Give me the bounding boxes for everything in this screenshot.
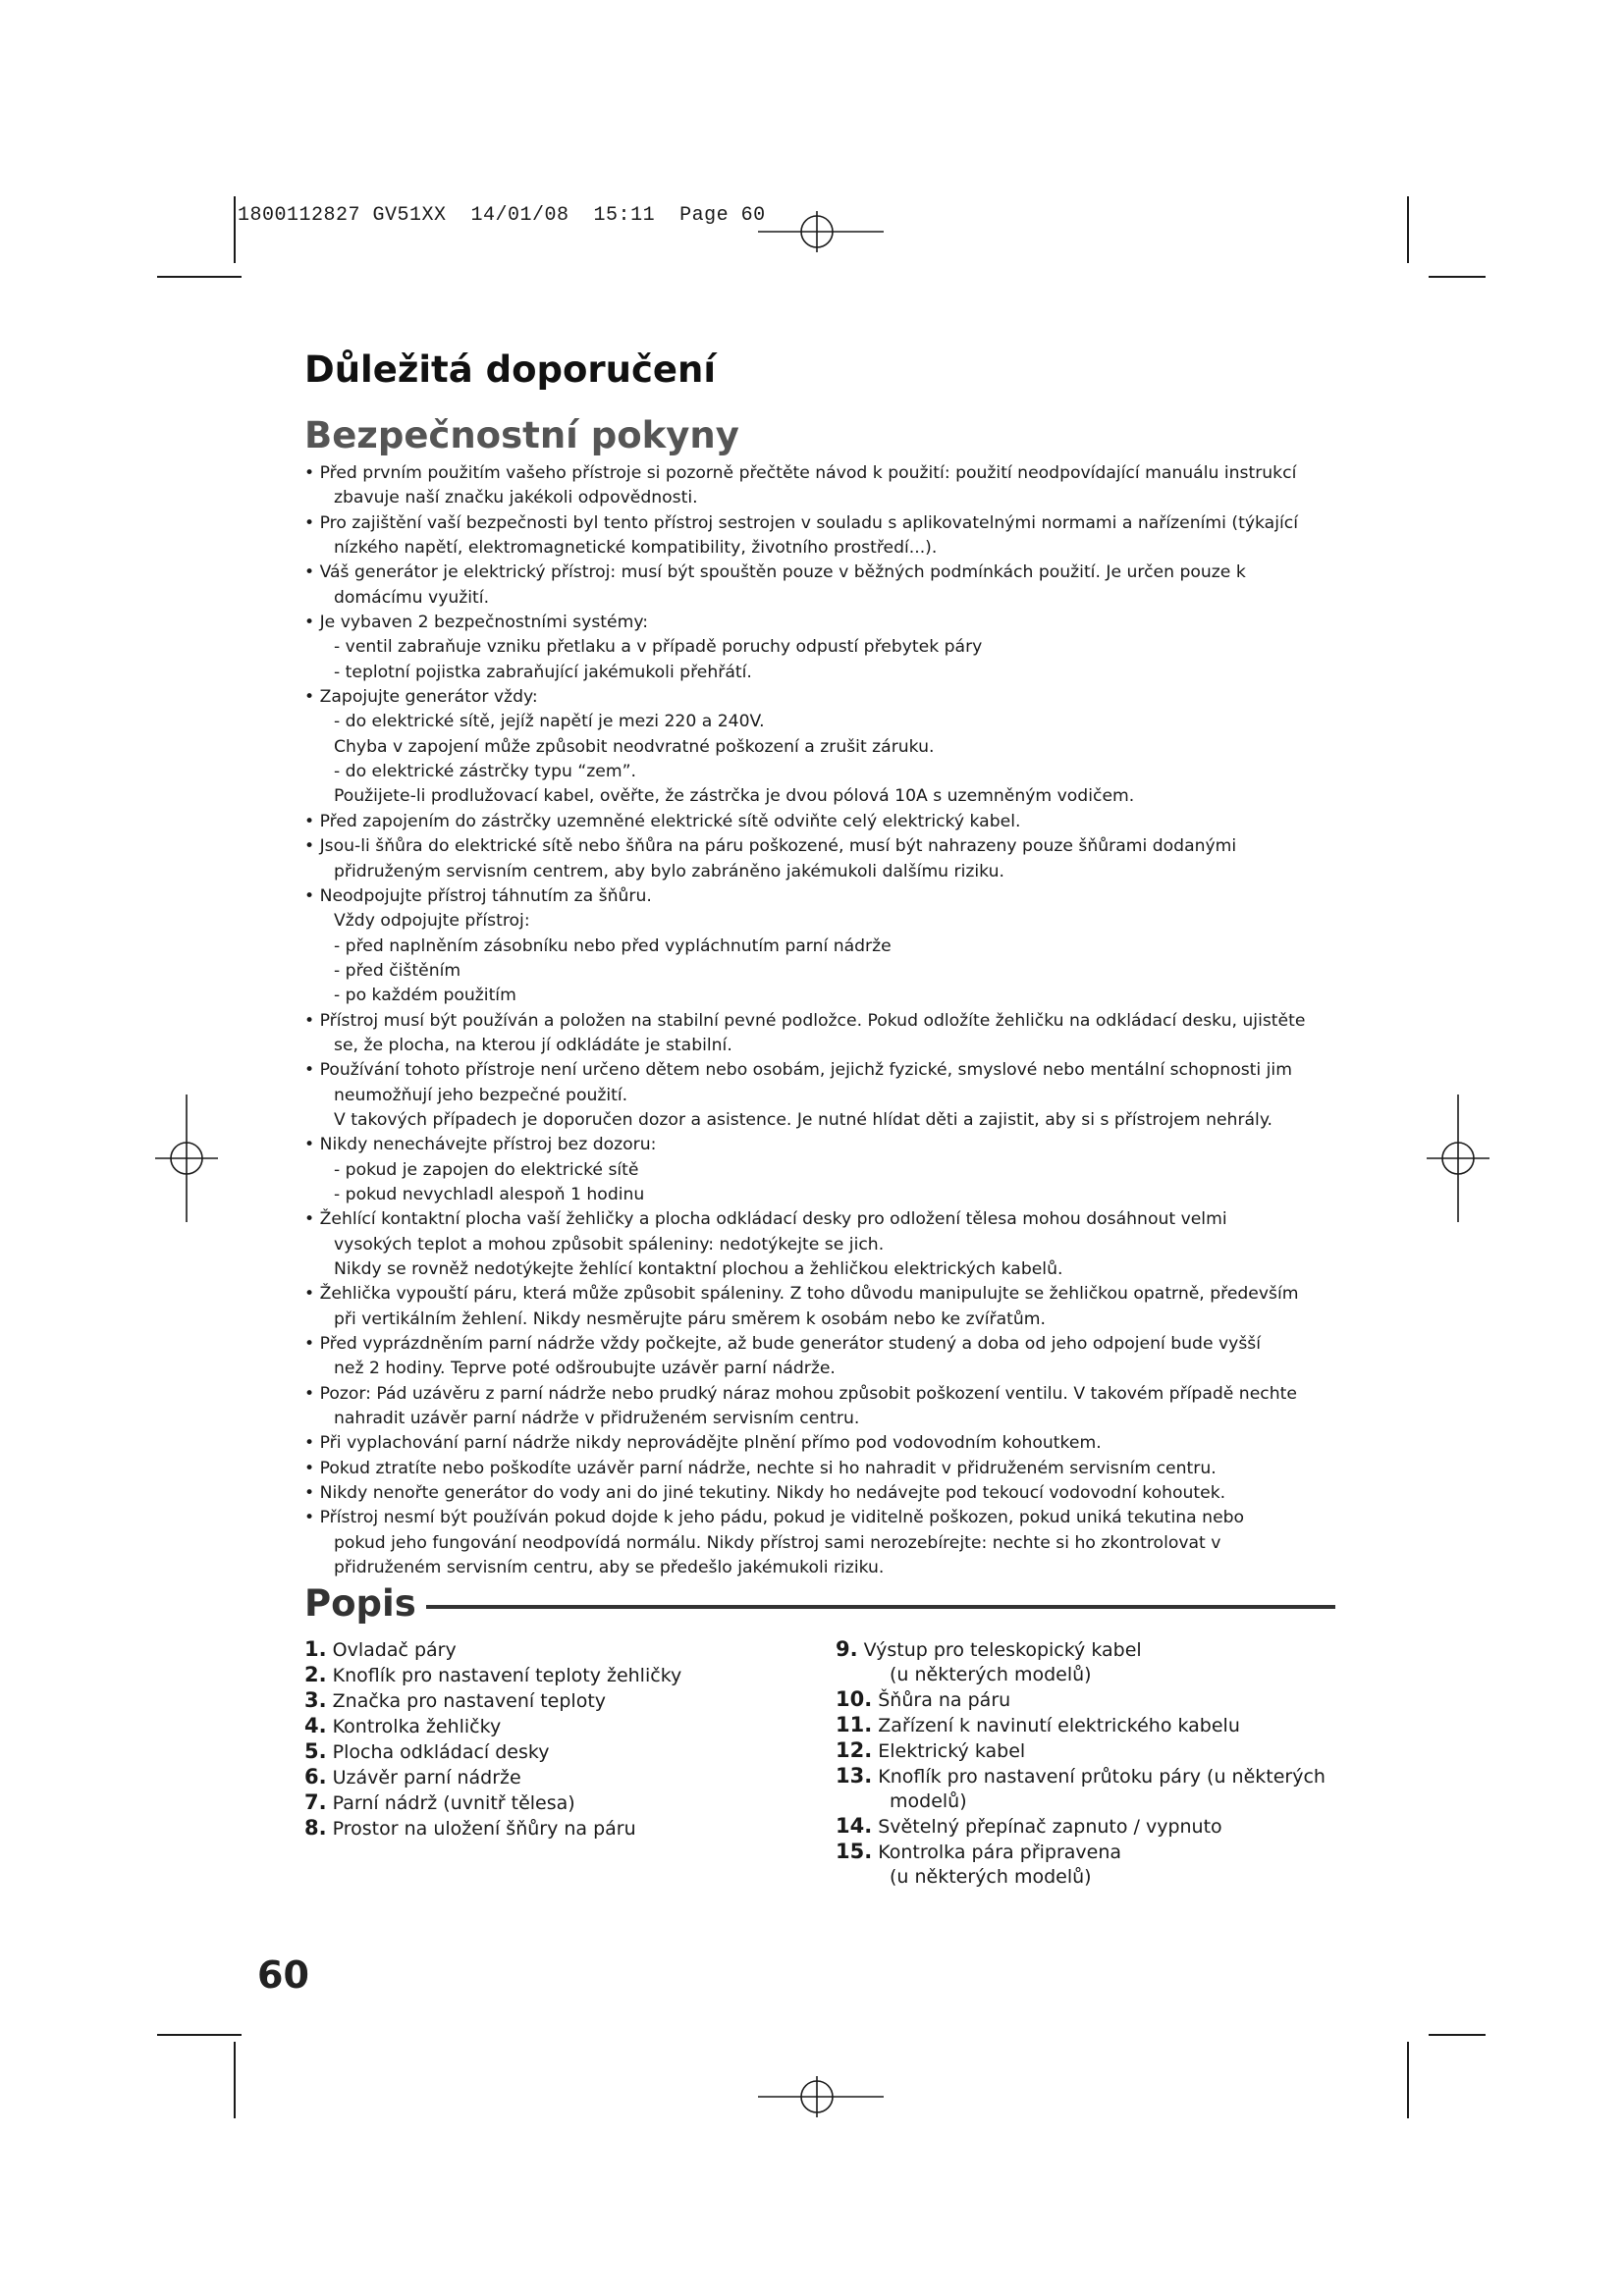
- item-number: 4.: [304, 1714, 327, 1737]
- continuation-line: - po každém použitím: [334, 986, 516, 1006]
- parts-list-item: [304, 1663, 825, 1688]
- item-number: 6.: [304, 1765, 327, 1789]
- page-number: 60: [257, 1953, 309, 1997]
- parts-list-item: [836, 1738, 1346, 1764]
- bullet-line: • Neodpojujte přístroj táhnutím za šňůru.: [304, 885, 652, 906]
- print-slug: 1800112827 GV51XX 14/01/08 15:11 Page 60: [238, 204, 766, 227]
- continuation-line: V takových případech je doporučen dozor a asistence. Je nutné hlídat děti a zajistit, aby si s přístrojem nehrály.: [334, 1109, 1273, 1130]
- item-label: Elektrický kabel: [878, 1740, 1026, 1762]
- continuation-line: - před naplněním zásobníku nebo před vypláchnutím parní nádrže: [334, 935, 892, 956]
- continuation-line: - před čištěním: [334, 960, 461, 981]
- continuation-line: pokud jeho fungování neodpovídá normálu. Nikdy přístroj sami nerozebírejte: nechte si ho zkontrolovat v: [334, 1532, 1221, 1553]
- bullet-line: • Přístroj nesmí být používán pokud dojde k jeho pádu, pokud je viditelně poškozen, pokud uniká tekutina nebo: [304, 1508, 1245, 1528]
- section-title-popis: [304, 1582, 1335, 1625]
- continuation-line: nízkého napětí, elektromagnetické kompatibility, životního prostředí...).: [334, 538, 938, 559]
- item-number: 14.: [836, 1814, 873, 1838]
- parts-list-item: [836, 1764, 1346, 1789]
- continuation-line: Vždy odpojujte přístroj:: [334, 911, 530, 932]
- item-number: 10.: [836, 1687, 873, 1711]
- item-label-continuation: (u některých modelů): [890, 1664, 1092, 1685]
- parts-list-left: [304, 1637, 825, 1842]
- parts-list-item: [836, 1687, 1346, 1713]
- item-label: Kontrolka pára připravena: [878, 1842, 1122, 1863]
- continuation-line: neumožňují jeho bezpečné použití.: [334, 1085, 628, 1105]
- popis-divider: [426, 1605, 1335, 1609]
- parts-list-item: [304, 1790, 825, 1816]
- bullet-line: • Před vyprázdněním parní nádrže vždy počkejte, až bude generátor studený a doba od jeho odpojení bude vyšší: [304, 1334, 1262, 1355]
- bullet-line: • Používání tohoto přístroje není určeno dětem nebo osobám, jejichž fyzické, smyslové nebo mentální schopnosti jim: [304, 1060, 1292, 1081]
- bullet-line: • Pokud ztratíte nebo poškodíte uzávěr parní nádrže, nechte si ho nahradit v přidruženém servisním centru.: [304, 1458, 1217, 1478]
- continuation-line: - do elektrické zástrčky typu “zem”.: [334, 762, 636, 782]
- item-label: Ovladač páry: [332, 1639, 457, 1661]
- continuation-line: nahradit uzávěr parní nádrže v přidruženém servisním centru.: [334, 1409, 860, 1429]
- bullet-line: • Žehlička vypouští páru, která může způsobit spáleniny. Z toho důvodu manipulujte se žehličkou opatrně, především: [304, 1284, 1299, 1305]
- continuation-line: zbavuje naší značku jakékoli odpovědnosti.: [334, 488, 698, 508]
- bullet-line: • Je vybaven 2 bezpečnostními systémy:: [304, 613, 649, 633]
- continuation-line: - ventil zabraňuje vzniku přetlaku a v případě poruchy odpustí přebytek páry: [334, 637, 983, 658]
- continuation-line: přidruženým servisním centrem, aby bylo zabráněno jakémukoli dalšímu riziku.: [334, 861, 1004, 881]
- bullet-line: • Přístroj musí být používán a položen na stabilní pevné podložce. Pokud odložíte žehličku na odkládací desku, ujistěte: [304, 1010, 1306, 1031]
- bullet-line: • Nikdy nenechávejte přístroj bez dozoru:: [304, 1135, 657, 1155]
- item-number: 1.: [304, 1637, 327, 1661]
- bullet-line: • Před zapojením do zástrčky uzemněné elektrické sítě odviňte celý elektrický kabel.: [304, 811, 1021, 831]
- item-label: Kontrolka žehličky: [332, 1716, 502, 1737]
- bullet-line: • Před prvním použitím vašeho přístroje si pozorně přečtěte návod k použití: použití neodpovídající manuálu instrukcí: [304, 463, 1297, 483]
- item-label: Značka pro nastavení teploty: [332, 1690, 607, 1712]
- bullet-line: • Nikdy nenořte generátor do vody ani do jiné tekutiny. Nikdy ho nedávejte pod tekoucí vodovodní kohoutek.: [304, 1483, 1226, 1504]
- parts-list-item: [836, 1814, 1346, 1840]
- bullet-line: • Váš generátor je elektrický přístroj: musí být spouštěn pouze v běžných podmínkách použití. Je určen pouze k: [304, 562, 1246, 583]
- continuation-line: Použijete-li prodlužovací kabel, ověřte, že zástrčka je dvou pólová 10A s uzemněným vodičem.: [334, 786, 1135, 807]
- bullet-line: • Při vyplachování parní nádrže nikdy neprovádějte plnění přímo pod vodovodním kohoutkem.: [304, 1433, 1102, 1454]
- item-label-continuation: modelů): [890, 1790, 967, 1812]
- bullet-line: • Pro zajištění vaší bezpečnosti byl tento přístroj sestrojen v souladu s aplikovatelnými normami a nařízeními (týkající: [304, 512, 1298, 533]
- popis-heading-text: Popis: [304, 1582, 416, 1625]
- item-number: 15.: [836, 1840, 873, 1863]
- item-number: 3.: [304, 1688, 327, 1712]
- item-number: 8.: [304, 1816, 327, 1840]
- continuation-line: domácímu využití.: [334, 587, 490, 608]
- continuation-line: než 2 hodiny. Teprve poté odšroubujte uzávěr parní nádrže.: [334, 1359, 836, 1379]
- parts-list-item: [836, 1713, 1346, 1738]
- item-label: Světelný přepínač zapnuto / vypnuto: [878, 1816, 1222, 1838]
- item-number: 9.: [836, 1637, 858, 1661]
- item-label: Zařízení k navinutí elektrického kabelu: [878, 1715, 1240, 1736]
- parts-list-item: [304, 1765, 825, 1790]
- item-number: 2.: [304, 1663, 327, 1686]
- bullet-line: • Zapojujte generátor vždy:: [304, 687, 538, 708]
- item-label: Plocha odkládací desky: [332, 1741, 550, 1763]
- continuation-line: Nikdy se rovněž nedotýkejte žehlící kontaktní plochou a žehličkou elektrických kabelů.: [334, 1259, 1063, 1279]
- item-label: Uzávěr parní nádrže: [332, 1767, 521, 1789]
- item-label-continuation: (u některých modelů): [890, 1866, 1092, 1888]
- continuation-line: - pokud je zapojen do elektrické sítě: [334, 1159, 639, 1180]
- parts-list-item: [836, 1637, 1346, 1663]
- parts-list-item: [836, 1840, 1346, 1865]
- item-label: Parní nádrž (uvnitř tělesa): [332, 1792, 575, 1814]
- continuation-line: přidruženém servisním centru, aby se předešlo jakémukoli riziku.: [334, 1558, 885, 1578]
- item-label: Knoflík pro nastavení průtoku páry (u některých: [878, 1766, 1326, 1788]
- safety-instructions: [304, 461, 1330, 1580]
- continuation-line: se, že plocha, na kterou jí odkládáte je stabilní.: [334, 1035, 732, 1055]
- bullet-line: • Pozor: Pád uzávěru z parní nádrže nebo prudký náraz mohou způsobit poškození ventilu. V takovém případě nechte: [304, 1383, 1297, 1404]
- item-label: Prostor na uložení šňůry na páru: [332, 1818, 636, 1840]
- item-number: 7.: [304, 1790, 327, 1814]
- item-number: 12.: [836, 1738, 873, 1762]
- parts-list-item: [304, 1816, 825, 1842]
- parts-list-right: [836, 1637, 1346, 1890]
- item-number: 11.: [836, 1713, 873, 1736]
- page-title: Důležitá doporučení: [304, 348, 717, 391]
- item-label: Výstup pro teleskopický kabel: [863, 1639, 1142, 1661]
- parts-list-item: [304, 1688, 825, 1714]
- section-title-safety: Bezpečnostní pokyny: [304, 414, 739, 456]
- continuation-line: vysokých teplot a mohou způsobit spáleniny: nedotýkejte se jich.: [334, 1234, 885, 1255]
- bullet-line: • Jsou-li šňůra do elektrické sítě nebo šňůra na páru poškozené, musí být nahrazeny pouze šňůrami dodanými: [304, 836, 1237, 857]
- continuation-line: - pokud nevychladl alespoň 1 hodinu: [334, 1184, 645, 1204]
- parts-list-item: [304, 1739, 825, 1765]
- parts-list-item: [304, 1714, 825, 1739]
- continuation-line: Chyba v zapojení může způsobit neodvratné poškození a zrušit záruku.: [334, 736, 935, 757]
- continuation-line: - teplotní pojistka zabraňující jakémukoli přehřátí.: [334, 662, 752, 682]
- bullet-line: • Žehlící kontaktní plocha vaší žehličky a plocha odkládací desky pro odložení tělesa mohou dosáhnout velmi: [304, 1209, 1227, 1230]
- item-number: 5.: [304, 1739, 327, 1763]
- parts-list-item: [304, 1637, 825, 1663]
- item-number: 13.: [836, 1764, 873, 1788]
- continuation-line: - do elektrické sítě, jejíž napětí je mezi 220 a 240V.: [334, 712, 765, 732]
- item-label: Knoflík pro nastavení teploty žehličky: [332, 1665, 682, 1686]
- item-label: Šňůra na páru: [878, 1689, 1011, 1711]
- continuation-line: při vertikálním žehlení. Nikdy nesměrujte páru směrem k osobám nebo ke zvířatům.: [334, 1308, 1046, 1329]
